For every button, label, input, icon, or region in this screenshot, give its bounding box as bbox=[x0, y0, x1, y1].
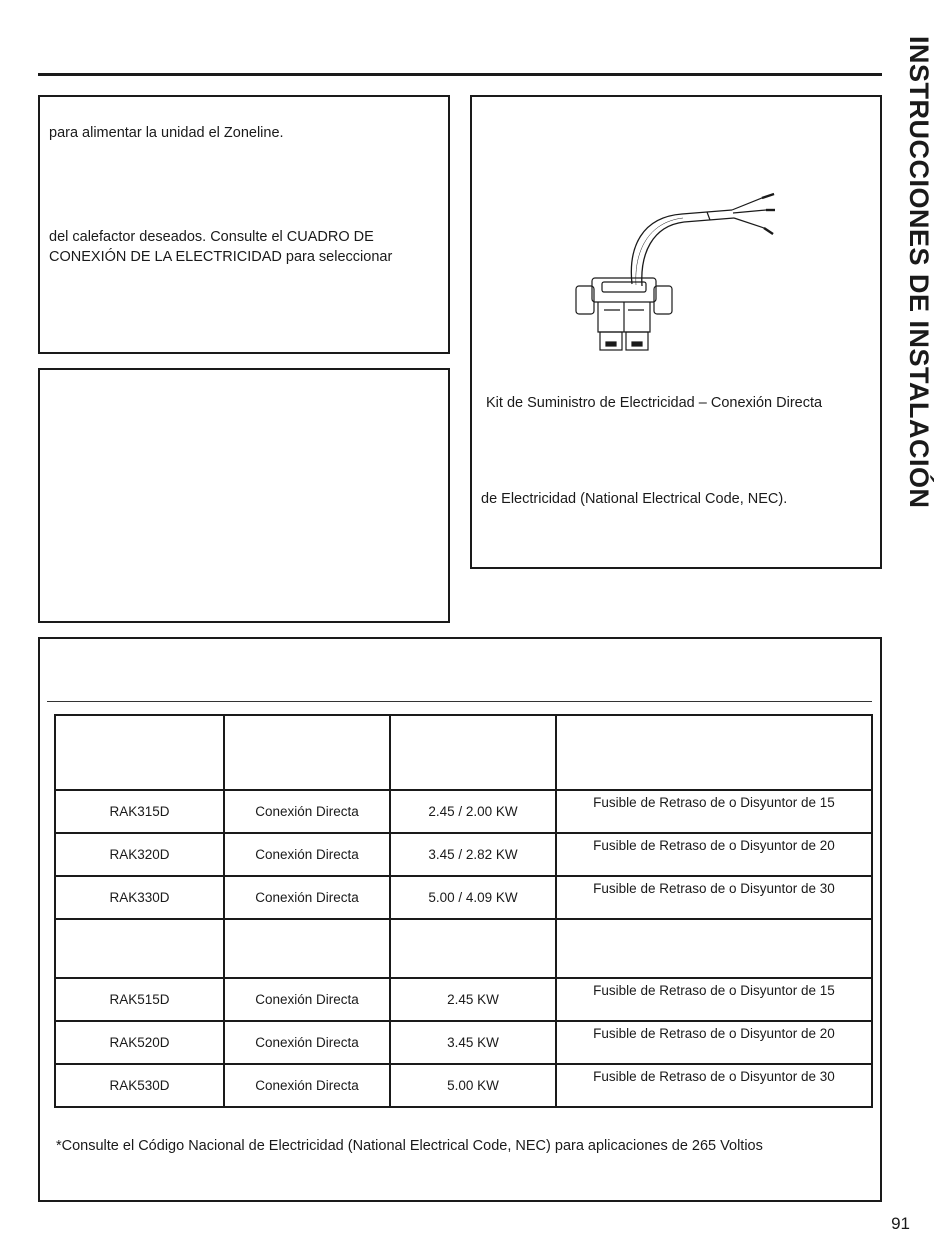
model-cell: RAK330D bbox=[55, 876, 224, 919]
model-cell: RAK520D bbox=[55, 1021, 224, 1064]
page-number: 91 bbox=[891, 1214, 910, 1233]
table-row bbox=[55, 1064, 872, 1107]
heater-cell: 2.45 / 2.00 KW bbox=[390, 790, 556, 833]
model-cell: RAK315D bbox=[55, 790, 224, 833]
instruction-box-bottom-left bbox=[38, 368, 450, 623]
model-cell: RAK530D bbox=[55, 1064, 224, 1107]
section-cell-model bbox=[55, 919, 224, 978]
chart-title-rule bbox=[47, 701, 872, 702]
table-row bbox=[55, 833, 872, 876]
box2-text: de Electricidad (National Electrical Code, NEC). bbox=[481, 491, 788, 507]
protection-cell: Fusible de Retraso de o Disyuntor de 20 bbox=[556, 833, 872, 876]
connection-cell: Conexión Directa bbox=[224, 1021, 390, 1064]
protection-cell: Fusible de Retraso de o Disyuntor de 15 bbox=[556, 790, 872, 833]
heater-cell: 5.00 KW bbox=[390, 1064, 556, 1107]
table-header-row bbox=[55, 715, 872, 790]
section-cell-protection bbox=[556, 919, 872, 978]
instruction-box-right bbox=[470, 95, 882, 569]
protection-cell: Fusible de Retraso de o Disyuntor de 30 bbox=[556, 1064, 872, 1107]
table-row bbox=[55, 978, 872, 1021]
connection-cell: Conexión Directa bbox=[224, 833, 390, 876]
table-row bbox=[55, 1021, 872, 1064]
connection-cell: Conexión Directa bbox=[224, 1064, 390, 1107]
connection-cell: Conexión Directa bbox=[224, 790, 390, 833]
table-section-header-row bbox=[55, 919, 872, 978]
header-cell-protection bbox=[556, 715, 872, 790]
header-cell-heater bbox=[390, 715, 556, 790]
heater-cell: 2.45 KW bbox=[390, 978, 556, 1021]
heater-cell: 5.00 / 4.09 KW bbox=[390, 876, 556, 919]
box1-line1: para alimentar la unidad el Zoneline. bbox=[49, 125, 284, 141]
power-cord-plug-icon bbox=[562, 192, 782, 367]
connection-cell: Conexión Directa bbox=[224, 978, 390, 1021]
header-rule bbox=[38, 73, 882, 76]
table-row bbox=[55, 790, 872, 833]
protection-cell: Fusible de Retraso de o Disyuntor de 30 bbox=[556, 876, 872, 919]
table-row bbox=[55, 876, 872, 919]
instruction-box-top-left bbox=[38, 95, 450, 354]
connection-chart-table bbox=[54, 714, 873, 1108]
model-cell: RAK320D bbox=[55, 833, 224, 876]
header-cell-model bbox=[55, 715, 224, 790]
protection-cell: Fusible de Retraso de o Disyuntor de 20 bbox=[556, 1021, 872, 1064]
side-title: INSTRUCCIONES DE INSTALACIÓN bbox=[904, 36, 934, 509]
heater-cell: 3.45 / 2.82 KW bbox=[390, 833, 556, 876]
section-cell-heater bbox=[390, 919, 556, 978]
table-footnote: *Consulte el Código Nacional de Electricidad (National Electrical Code, NEC) para aplicaciones de 265 Voltios bbox=[56, 1138, 763, 1154]
protection-cell: Fusible de Retraso de o Disyuntor de 15 bbox=[556, 978, 872, 1021]
connection-cell: Conexión Directa bbox=[224, 876, 390, 919]
model-cell: RAK515D bbox=[55, 978, 224, 1021]
header-cell-connection bbox=[224, 715, 390, 790]
heater-cell: 3.45 KW bbox=[390, 1021, 556, 1064]
box1-line3: CONEXIÓN DE LA ELECTRICIDAD para seleccionar bbox=[49, 249, 393, 265]
box1-line2: del calefactor deseados. Consulte el CUADRO DE bbox=[49, 229, 374, 245]
section-cell-connection bbox=[224, 919, 390, 978]
figure-caption: Kit de Suministro de Electricidad – Conexión Directa bbox=[486, 395, 823, 411]
